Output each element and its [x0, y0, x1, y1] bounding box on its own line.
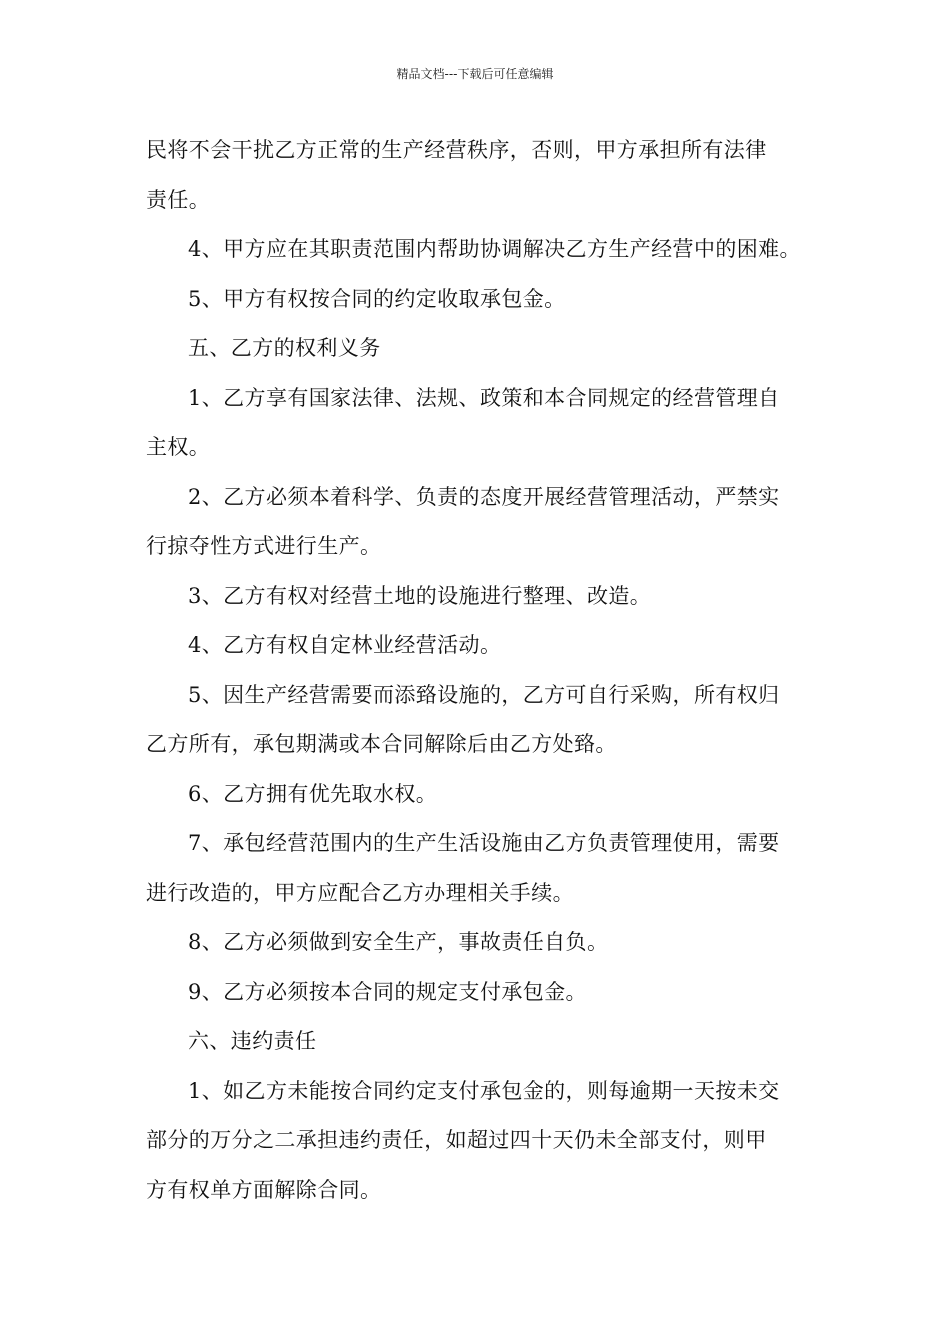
page-header: 精品文档---下载后可任意编辑: [396, 67, 554, 81]
text-line: 7、承包经营范围内的生产生活设施由乙方负责管理使用，需要: [188, 831, 780, 855]
text-line: 方有权单方面解除合同。: [146, 1177, 382, 1202]
text-line: 8、乙方必须做到安全生产，事故责任自负。: [188, 930, 609, 954]
text-line: 5、甲方有权按合同的约定收取承包金。: [188, 286, 566, 311]
text-line: 部分的万分之二承担违约责任，如超过四十天仍未全部支付，则甲: [146, 1128, 767, 1152]
text-line: 1、如乙方未能按合同约定支付承包金的，则每逾期一天按未交: [188, 1078, 780, 1103]
text-line: 6、乙方拥有优先取水权。: [188, 781, 438, 806]
text-line: 进行改造的，甲方应配合乙方办理相关手续。: [146, 880, 574, 905]
document-body: [146, 126, 814, 1215]
text-line: 5、因生产经营需要而添臵设施的，乙方可自行采购，所有权归: [188, 682, 780, 707]
section-heading: 五、乙方的权利义务: [188, 336, 381, 360]
text-line: 9、乙方必须按本合同的规定支付承包金。: [188, 979, 587, 1004]
text-line: 4、甲方应在其职责范围内帮助协调解决乙方生产经营中的困难。: [188, 237, 801, 261]
text-line: 乙方所有，承包期满或本合同解除后由乙方处臵。: [146, 732, 617, 756]
text-line: 2、乙方必须本着科学、负责的态度开展经营管理活动，严禁实: [188, 484, 780, 509]
section-heading: 六、违约责任: [188, 1029, 317, 1053]
text-line: 行掠夺性方式进行生产。: [146, 534, 382, 558]
text-line: 3、乙方有权对经营土地的设施进行整理、改造。: [188, 583, 652, 608]
text-line: 主权。: [146, 435, 211, 459]
text-line: 责任。: [146, 187, 211, 212]
text-line: 1、乙方享有国家法律、法规、政策和本合同规定的经营管理自: [188, 385, 780, 410]
text-line: 民将不会干扰乙方正常的生产经营秩序，否则，甲方承担所有法律: [146, 138, 767, 162]
text-line: 4、乙方有权自定林业经营活动。: [188, 633, 502, 657]
